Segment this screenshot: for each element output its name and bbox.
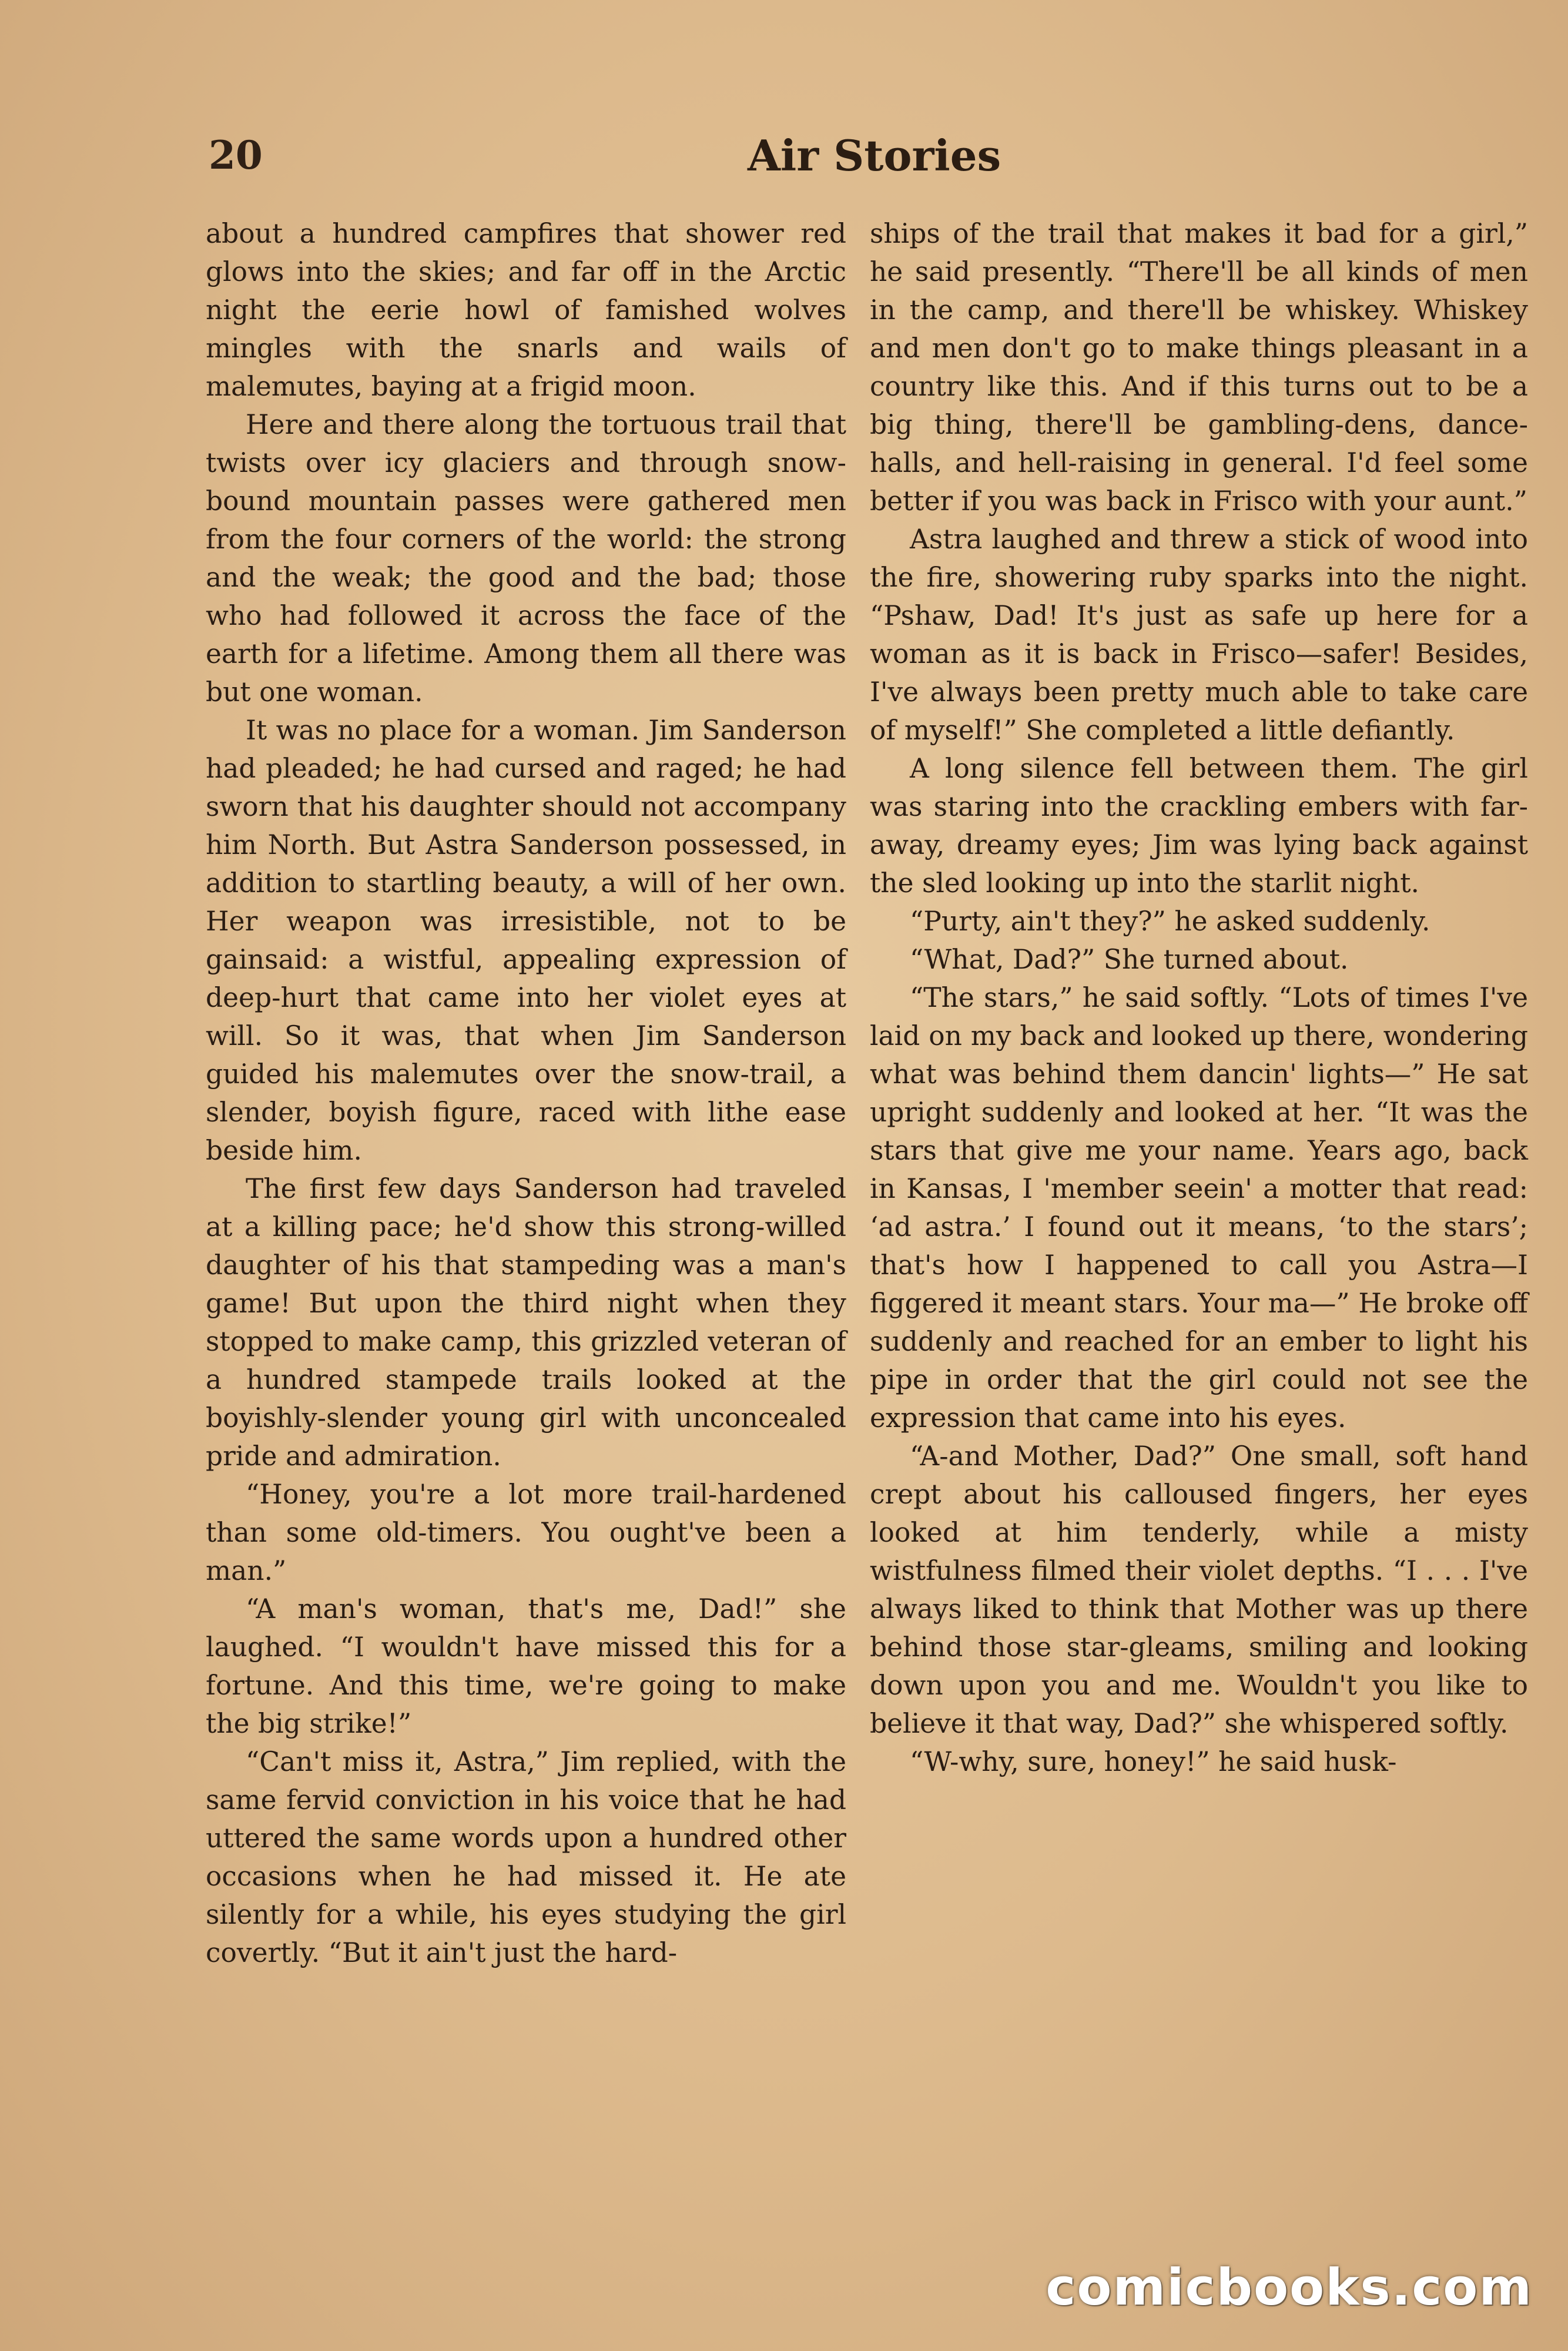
- page-number: 20: [209, 132, 263, 178]
- running-title: Air Stories: [748, 130, 1001, 180]
- paragraph: “Honey, you're a lot more trail-hardened than some old-timers. You ought've been a man.”: [206, 1479, 846, 1586]
- paragraph: Here and there along the tortuous trail that twists over icy glaciers and through snow-bound mountain passes were gathered men from the four corners of the world: the strong and the weak; the good and the bad; those who had followed it across the face of the earth for a lifetime. Among them all there was but one woman.: [206, 409, 846, 708]
- right-column: [870, 215, 1528, 1781]
- paragraph: A long silence fell between them. The girl was staring into the crackling embers with far-away, dreamy eyes; Jim was lying back against the sled looking up into the starlit night.: [870, 753, 1528, 899]
- paragraph: The first few days Sanderson had traveled at a killing pace; he'd show this strong-willed daughter of his that stampeding was a man's game! But upon the third night when they stopped to make camp, this grizzled veteran of a hundred stampede trails looked at the boyishly-slender young girl with unconcealed pride and admiration.: [206, 1173, 846, 1472]
- paragraph: “Purty, ain't they?” he asked suddenly.: [910, 906, 1430, 937]
- paragraph: Astra laughed and threw a stick of wood into the fire, showering ruby sparks into the night. “Pshaw, Dad! It's just as safe up here for a woman as it is back in Frisco—safer! Besides, I've always been pretty much able to take care of myself!” She completed a little defiantly.: [870, 524, 1528, 746]
- left-column: [206, 215, 846, 1972]
- paragraph: “A-and Mother, Dad?” One small, soft hand crept about his calloused fingers, her eyes looked at him tenderly, while a misty wistfulness filmed their violet depths. “I . . . I've always liked to think that Mother was up there behind those star-gleams, smiling and looking down upon you and me. Wouldn't you like to believe it that way, Dad?” she whispered softly.: [870, 1441, 1528, 1739]
- paragraph: about a hundred campfires that shower red glows into the skies; and far off in the Arctic night the eerie howl of famished wolves mingles with the snarls and wails of malemutes, baying at a frigid moon.: [206, 218, 846, 402]
- paragraph: “The stars,” he said softly. “Lots of times I've laid on my back and looked up there, wondering what was behind them dancin' lights—” He sat upright suddenly and looked at her. “It was the stars that give me your name. Years ago, back in Kansas, I 'member seein' a motter that read: ‘ad astra.’ I found out it means, ‘to the stars’; that's how I happened to call you Astra—I figgered it meant stars. Your ma—” He broke off suddenly and reached for an ember to light his pipe in order that the girl could not see the expression that came into his eyes.: [870, 982, 1528, 1434]
- paragraph: “Can't miss it, Astra,” Jim replied, with the same fervid conviction in his voice that he had uttered the same words upon a hundred other occasions when he had missed it. He ate silently for a while, his eyes studying the girl covertly. “But it ain't just the hard-: [206, 1746, 846, 1968]
- paragraph: ships of the trail that makes it bad for a girl,” he said presently. “There'll be all kinds of men in the camp, and there'll be whiskey. Whiskey and men don't go to make things pleasant in a country like this. And if this turns out to be a big thing, there'll be gambling-dens, dance-halls, and hell-raising in general. I'd feel some better if you was back in Frisco with your aunt.”: [870, 218, 1528, 517]
- paragraph: “A man's woman, that's me, Dad!” she laughed. “I wouldn't have missed this for a fortune. And this time, we're going to make the big strike!”: [206, 1593, 846, 1739]
- watermark: comicbooks.com: [1046, 2258, 1533, 2317]
- paragraph: “W-why, sure, honey!” he said husk-: [910, 1746, 1397, 1777]
- paragraph: “What, Dad?” She turned about.: [910, 944, 1349, 975]
- paragraph: It was no place for a woman. Jim Sanderson had pleaded; he had cursed and raged; he had sworn that his daughter should not accompany him North. But Astra Sanderson possessed, in addition to startling beauty, a will of her own. Her weapon was irresistible, not to be gainsaid: a wistful, appealing expression of deep-hurt that came into her violet eyes at will. So it was, that when Jim Sanderson guided his malemutes over the snow-trail, a slender, boyish figure, raced with lithe ease beside him.: [206, 715, 846, 1166]
